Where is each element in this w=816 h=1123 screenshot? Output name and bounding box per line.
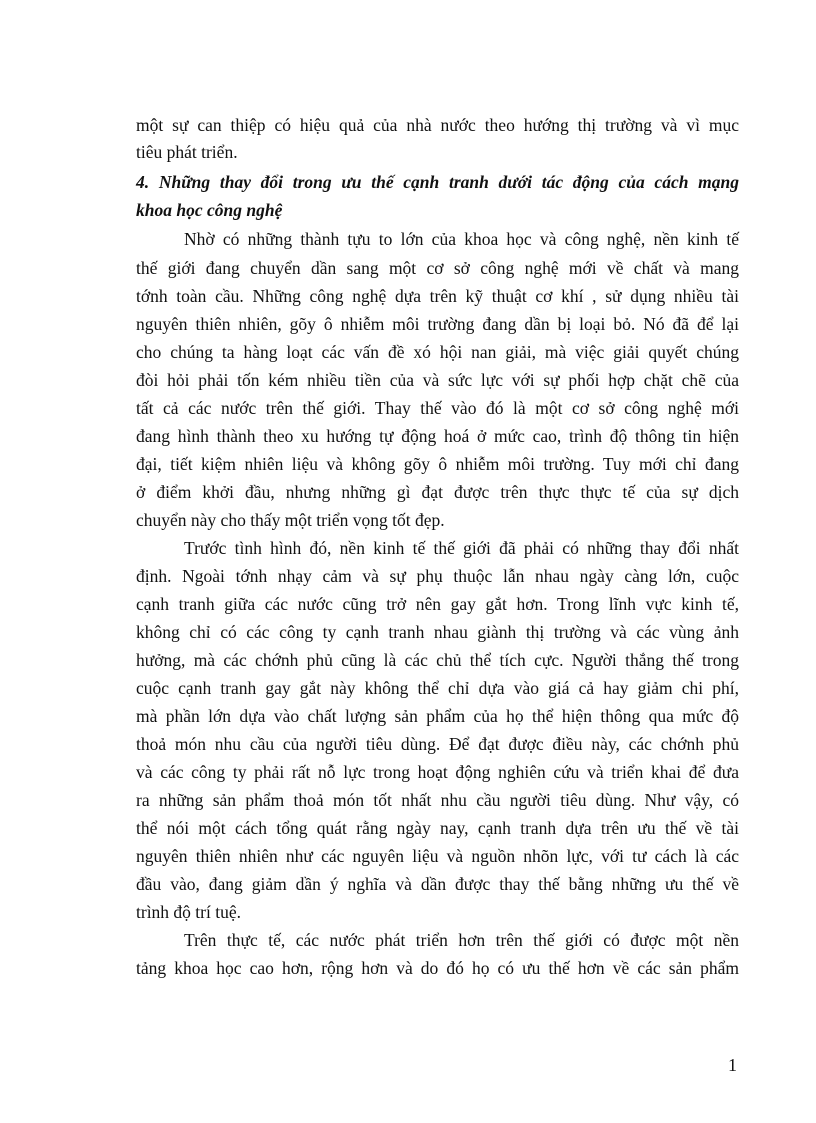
text-line: Trước tình hình đó, nền kinh tế thế giới đã phải có những thay đổi nhất	[184, 538, 739, 558]
text-line: cuộc cạnh tranh gay gắt này không thể chỉ dựa vào giá cả hay giảm chi phí,	[136, 678, 739, 698]
text-line: tớnh toàn cầu. Những công nghệ dựa trên kỹ thuật cơ khí , sử dụng nhiều tài	[136, 286, 739, 306]
text-line: đòi hỏi phải tốn kém nhiều tiền của và sức lực với sự phối hợp chặt chẽ của	[136, 370, 739, 390]
text-line: định. Ngoài tớnh nhạy cảm và sự phụ thuộc lẫn nhau ngày càng lớn, cuộc	[136, 566, 739, 586]
text-line: nguyên thiên nhiên, gõy ô nhiễm môi trường đang dần bị loại bỏ. Nó đã để lại	[136, 314, 739, 334]
text-line: tảng khoa học cao hơn, rộng hơn và do đó họ có ưu thế hơn về các sản phẩm	[136, 958, 739, 978]
section-heading: 4. Những thay đổi trong ưu thế cạnh tranh dưới tác động của cách mạng	[136, 172, 739, 192]
text-line: chuyển này cho thấy một triển vọng tốt đẹp.	[136, 510, 445, 530]
text-line: ở điểm khởi đầu, nhưng những gì đạt được trên thực thực tế của sự dịch	[136, 482, 739, 502]
page-number: 1	[728, 1055, 737, 1075]
text-line: mà phần lớn dựa vào chất lượng sản phẩm của họ thể hiện thông qua mức độ	[136, 706, 739, 726]
text-line: thoả món nhu cầu của người tiêu dùng. Để đạt được điều này, các chớnh phủ	[136, 734, 739, 754]
text-line: thể nói một cách tổng quát rằng ngày nay, cạnh tranh dựa trên ưu thế về tài	[136, 818, 739, 838]
text-line: cạnh tranh giữa các nước cũng trở nên gay gắt hơn. Trong lĩnh vực kinh tế,	[136, 594, 739, 614]
text-line: tiêu phát triển.	[136, 142, 238, 162]
text-line: đầu vào, đang giảm dần ý nghĩa và dần được thay thế bằng những ưu thế về	[136, 874, 739, 894]
text-line: hưởng, mà các chớnh phủ cũng là các chủ thể tích cực. Người thắng thế trong	[136, 650, 739, 670]
text-line: không chỉ có các công ty cạnh tranh nhau giành thị trường và các vùng ảnh	[136, 622, 739, 642]
text-line: ra những sản phẩm thoả món tốt nhất nhu cầu người tiêu dùng. Như vậy, có	[136, 790, 739, 810]
text-line: đang hình thành theo xu hướng tự động hoá ở mức cao, trình độ thông tin hiện	[136, 426, 739, 446]
text-line: nguyên thiên nhiên như các nguyên liệu và nguồn nhõn lực, với tư cách là các	[136, 846, 739, 866]
section-heading: khoa học công nghệ	[136, 200, 283, 220]
text-line: Trên thực tế, các nước phát triển hơn trên thế giới có được một nền	[184, 930, 739, 950]
text-line: đại, tiết kiệm nhiên liệu và không gõy ô nhiễm môi trường. Tuy mới chỉ đang	[136, 454, 739, 474]
text-line: tất cả các nước trên thế giới. Thay thế vào đó là một cơ sở công nghệ mới	[136, 398, 739, 418]
text-line: và các công ty phải rất nỗ lực trong hoạt động nghiên cứu và triển khai để đưa	[136, 762, 739, 782]
text-line: trình độ trí tuệ.	[136, 902, 241, 922]
text-line: thế giới đang chuyển dần sang một cơ sở công nghệ mới về chất và mang	[136, 258, 739, 278]
text-line: một sự can thiệp có hiệu quả của nhà nước theo hướng thị trường và vì mục	[136, 115, 739, 135]
text-line: cho chúng ta hàng loạt các vấn đề xó hội nan giải, mà việc giải quyết chúng	[136, 342, 739, 362]
text-line: Nhờ có những thành tựu to lớn của khoa học và công nghệ, nền kinh tế	[184, 229, 739, 249]
